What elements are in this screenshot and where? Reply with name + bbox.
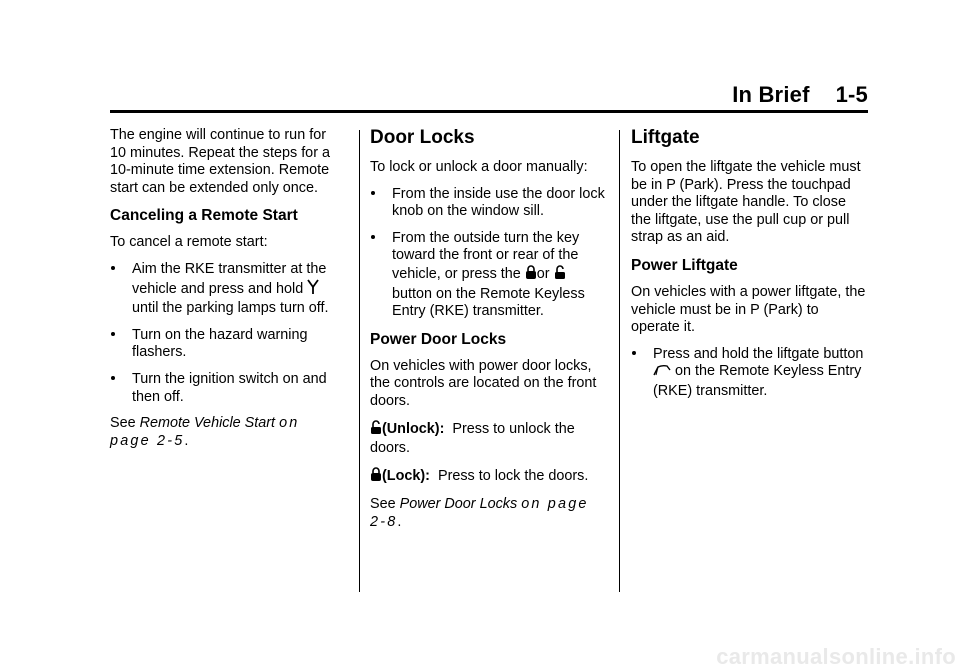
lock-description: [370, 467, 605, 488]
column-1: [110, 127, 344, 459]
power-door-locks-heading: Power Door Locks: [370, 330, 507, 348]
bullet-text: Turn the ignition switch on and then off.: [132, 370, 327, 405]
canceling-remote-start-heading: Canceling a Remote Start: [110, 207, 298, 225]
or-text: or: [536, 265, 550, 282]
liftgate-heading: Liftgate: [631, 127, 700, 148]
list-item: [370, 186, 605, 221]
watermark: carmanualsonline.info: [716, 644, 956, 669]
liftgate-paragraph: To open the liftgate the vehicle must be in P (Park). Press the touchpad under the liftgate handle. To close the liftgate, use the pull cup or pull strap as an aid.: [631, 159, 861, 246]
power-door-locks-paragraph: On vehicles with power door locks, the controls are located on the front doors.: [370, 357, 597, 409]
column-3: [631, 127, 869, 410]
section-title: In Brief: [732, 82, 810, 107]
lock-text: Press to lock the doors.: [437, 467, 589, 484]
xref-title[interactable]: Remote Vehicle Start: [139, 415, 276, 432]
lock-icon: [525, 265, 537, 286]
xref-end: .: [184, 432, 189, 449]
header-rule: [110, 110, 868, 113]
power-liftgate-heading: Power Liftgate: [631, 256, 738, 274]
liftgate-icon: [653, 364, 671, 383]
bullet-text: From the outside turn the key toward the front or rear of the vehicle, or press the: [392, 229, 580, 282]
door-locks-lead: To lock or unlock a door manually:: [370, 159, 588, 175]
column-divider-2: [619, 130, 620, 592]
cross-reference: [110, 415, 344, 450]
xref-end: .: [397, 513, 402, 530]
bullet-text: Aim the RKE transmitter at the vehicle and press and hold: [132, 260, 327, 297]
bullet-text: until the parking lamps turn off.: [132, 300, 329, 317]
page-number: 1-5: [835, 82, 868, 107]
xref-title[interactable]: Power Door Locks: [399, 496, 518, 513]
list-item: [631, 346, 869, 401]
list-item: [110, 327, 344, 362]
power-liftgate-paragraph: On vehicles with a power liftgate, the vehicle must be in P (Park) to operate it.: [631, 283, 866, 336]
list-item: [110, 261, 344, 318]
list-item: [370, 230, 605, 321]
bullet-text: Press and hold the liftgate button: [653, 345, 864, 362]
column-divider-1: [359, 130, 360, 592]
unlock-text: Press to unlock the doors.: [370, 420, 575, 457]
cancel-lead: To cancel a remote start:: [110, 234, 268, 251]
unlock-icon: [554, 265, 566, 286]
page-header: [732, 82, 868, 108]
bullet-text: on the Remote Keyless Entry (RKE) transmitter.: [653, 363, 862, 399]
column-2: [370, 127, 605, 541]
intro-paragraph: The engine will continue to run for 10 minutes. Repeat the steps for a 10-minute time extension. Remote start can be extended only once.: [110, 127, 330, 196]
unlock-description: [370, 420, 605, 458]
bullet-text: From the inside use the door lock knob on the window sill.: [392, 185, 605, 220]
unlock-label: (Unlock):: [382, 420, 445, 437]
cross-reference: [370, 496, 605, 531]
bullet-text: Turn on the hazard warning flashers.: [132, 326, 308, 361]
lock-icon: [370, 467, 382, 488]
xref-page[interactable]: on page 2-5: [110, 415, 300, 449]
see-label: See: [110, 415, 136, 432]
bullet-text: button on the Remote Keyless Entry (RKE) transmitter.: [392, 285, 585, 320]
see-label: See: [370, 496, 396, 513]
lock-label: (Lock):: [382, 467, 430, 484]
remote-start-icon: [307, 279, 319, 301]
xref-page[interactable]: on page 2-8: [370, 496, 589, 530]
list-item: [110, 371, 344, 406]
unlock-icon: [370, 420, 382, 441]
door-locks-heading: Door Locks: [370, 127, 475, 148]
